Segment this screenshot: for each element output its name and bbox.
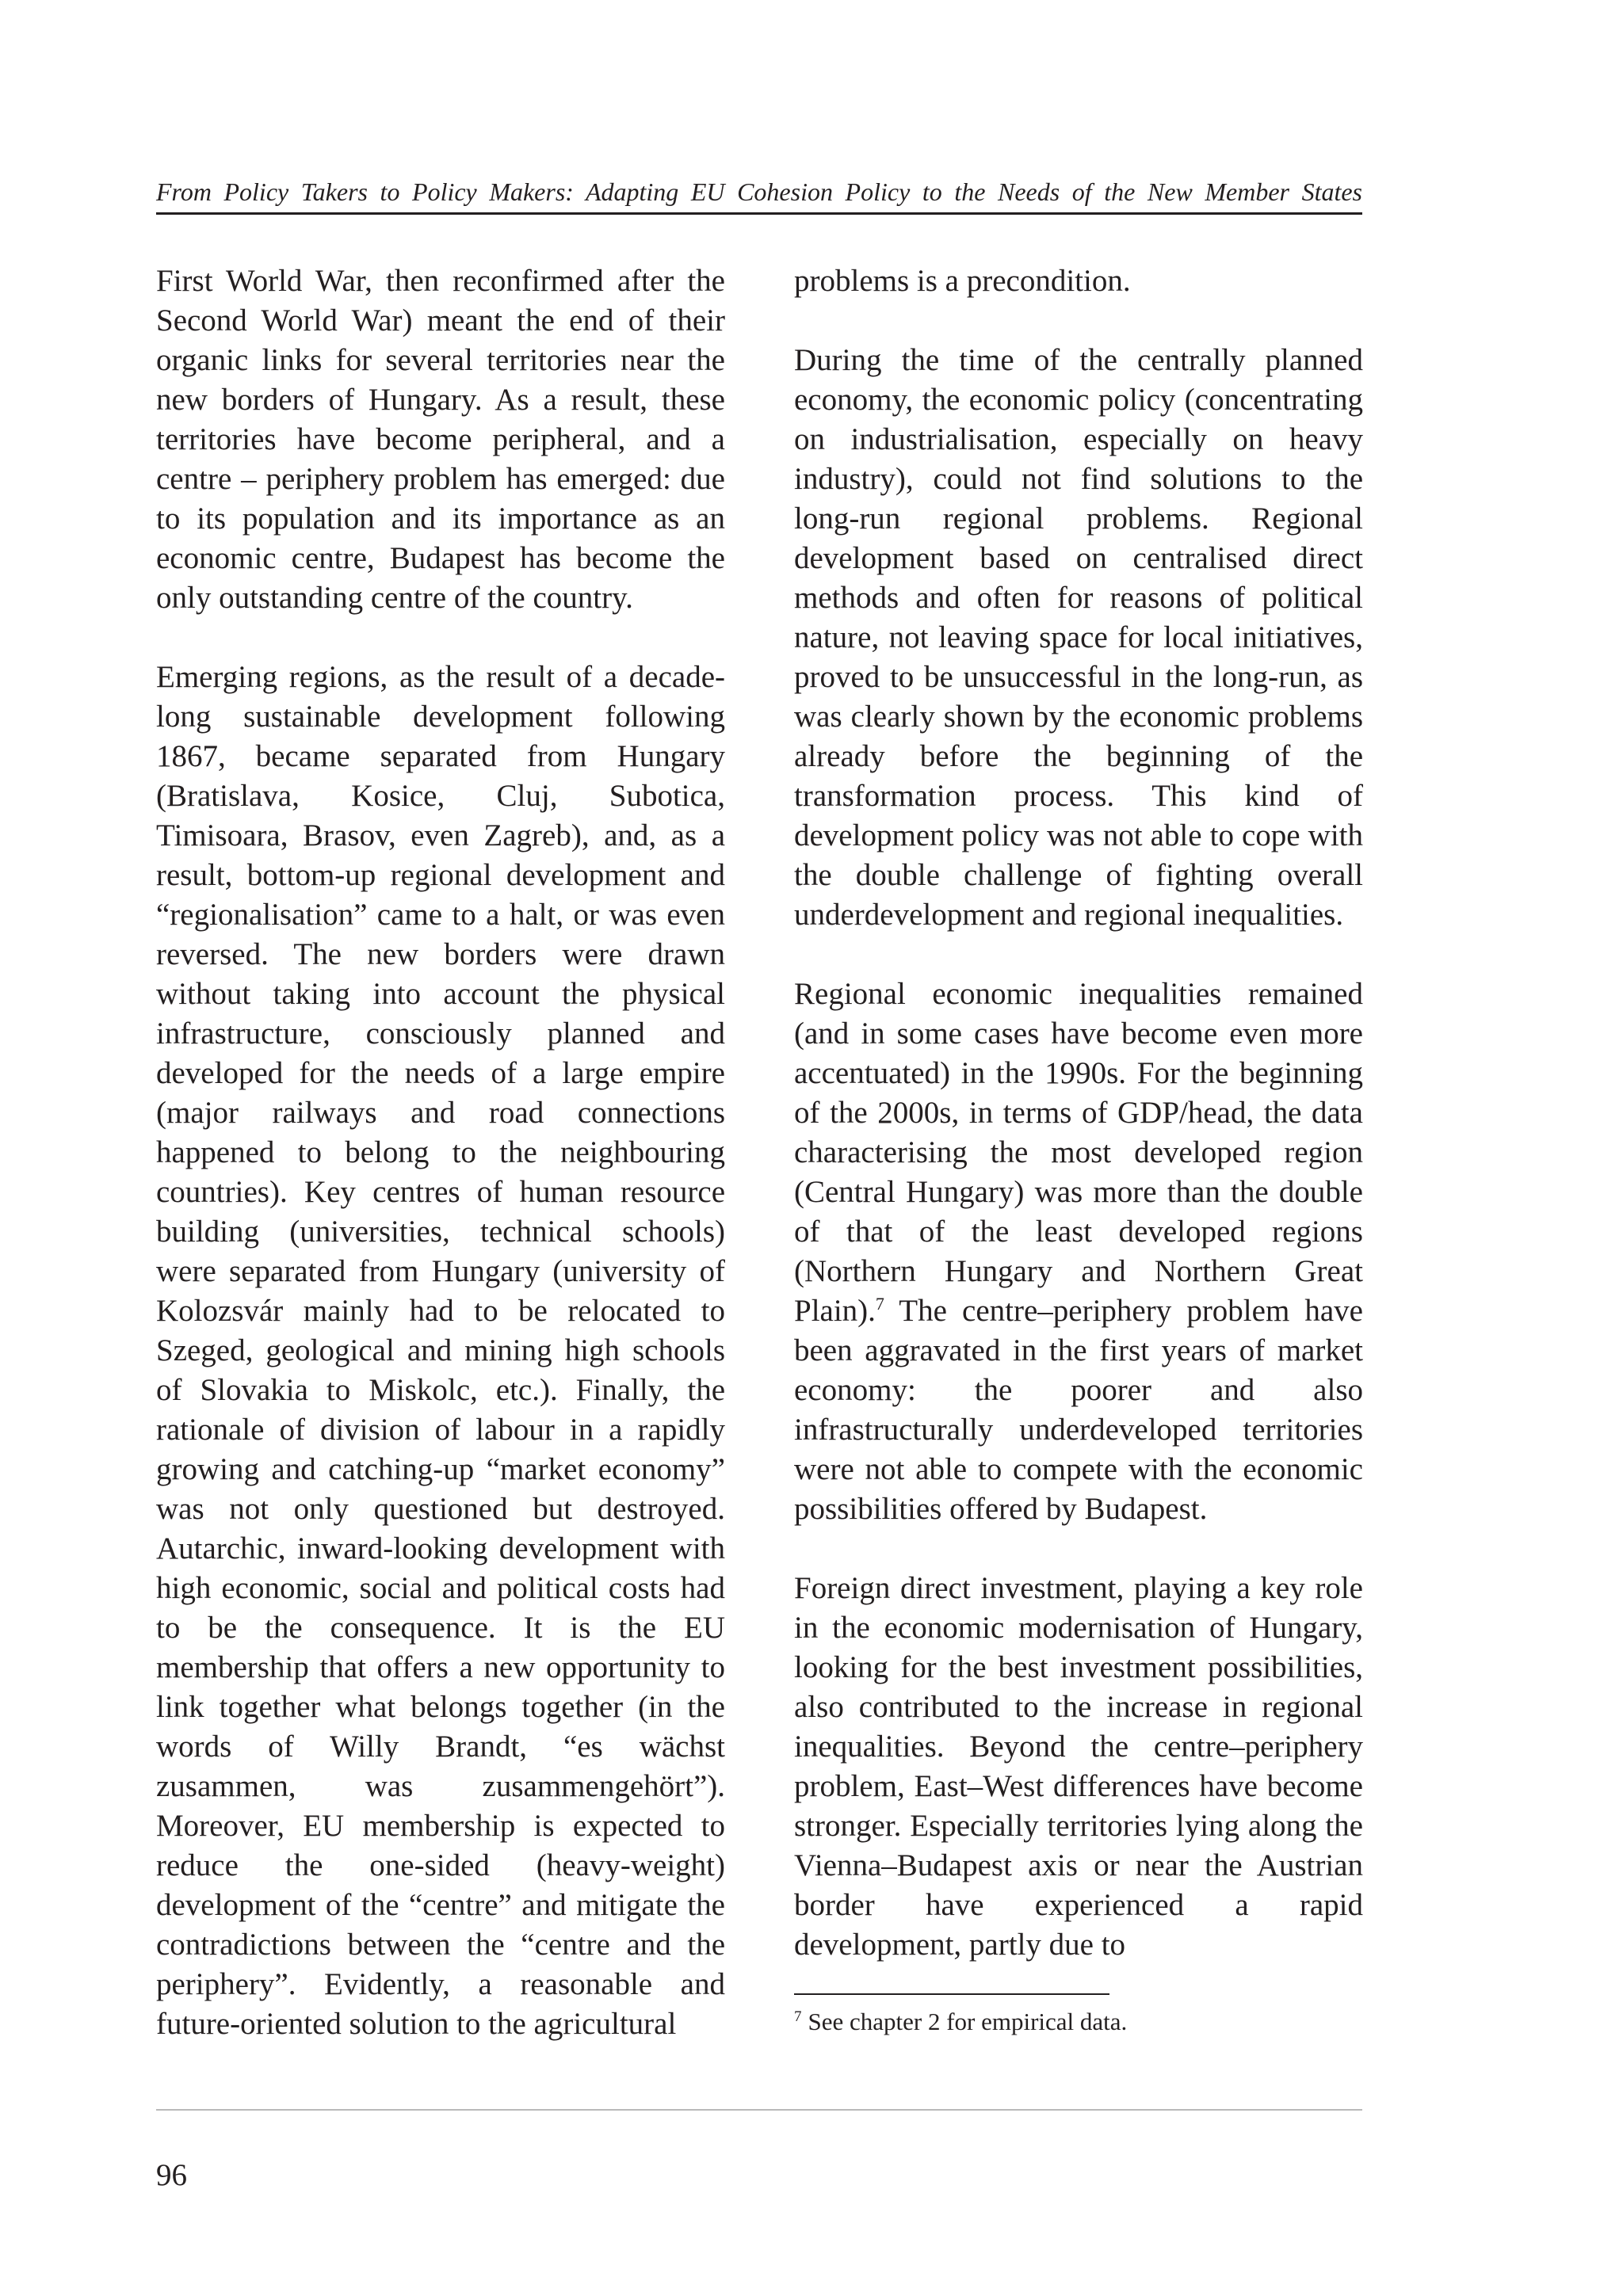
- footer-rule: [156, 2109, 1362, 2111]
- paragraph-text: The centre–periphery problem have been aggravated in the first years of market economy: the poorer and also infrastructurally underdeveloped territories were not able to compete with the economic possibilities offered by Budapest.: [794, 1294, 1363, 1526]
- running-header: From Policy Takers to Policy Makers: Adapting EU Cohesion Policy to the Needs of the New Member States: [156, 177, 1362, 206]
- footnote-text: See chapter 2 for empirical data.: [808, 2008, 1128, 2035]
- header-rule: [156, 212, 1362, 215]
- right-paragraph-1: problems is a precondition.: [794, 264, 1131, 298]
- page-number: 96: [156, 2158, 187, 2192]
- footnote-number: 7: [794, 2008, 802, 2025]
- left-paragraph-1: First World War, then reconfirmed after the Second World War) meant the end of their organic links for several territories near the new borders of Hungary. As a result, these territories have become peripheral, and a centre – periphery problem has emerged: due to its population and its importance as an economic centre, Budapest has become the only outstanding centre of the country.: [156, 264, 725, 615]
- left-paragraph-2: Emerging regions, as the result of a decade-long sustainable development following 1867, became separated from Hungary (Bratislava, Kosice, Cluj, Subotica, Timisoara, Brasov, even Zagreb), and, as a result, bottom-up regional development and “regionalisation” came to a halt, or was even reversed. The new borders were drawn without taking into account the physical infrastructure, consciously planned and developed for the needs of a large empire (major railways and road connections happened to belong to the neighbouring countries). Key centres of human resource building (universities, technical schools) were separated from Hungary (university of Kolozsvár mainly had to be relocated to Szeged, geological and mining high schools of Slovakia to Miskolc, etc.). Finally, the rationale of division of labour in a rapidly growing and catching-up “market economy” was not only questioned but destroyed. Autarchic, inward-looking development with high economic, social and political costs had to be the consequence. It is the EU membership that offers a new opportunity to link together what belongs together (in the words of Willy Brandt, “es wächst zusammen, was zusammengehört”). Moreover, EU membership is expected to reduce the one-sided (heavy-weight) development of the “centre” and mitigate the contradictions between the “centre and the periphery”. Evidently, a reasonable and future-oriented solution to the agricultural: [156, 660, 725, 2041]
- right-paragraph-4: Foreign direct investment, playing a key role in the economic modernisation of Hungary, looking for the best investment possibilities, also contributed to the increase in regional inequalities. Beyond the centre–periphery problem, East–West differences have become stronger. Especially territories lying along the Vienna–Budapest axis or near the Austrian border have experienced a rapid development, partly due to: [794, 1571, 1363, 1962]
- footnote-rule: [794, 1993, 1109, 1995]
- right-paragraph-2: During the time of the centrally planned economy, the economic policy (concentrating on industrialisation, especially on heavy industry), could not find solutions to the long-run regional problems. Regional development based on centralised direct methods and often for reasons of political nature, not leaving space for local initiatives, proved to be unsuccessful in the long-run, as was clearly shown by the economic problems already before the beginning of the transformation process. This kind of development policy was not able to cope with the double challenge of fighting overall underdevelopment and regional inequalities.: [794, 343, 1363, 932]
- footnote-reference[interactable]: 7: [875, 1294, 884, 1314]
- right-column: [794, 261, 1363, 1965]
- paragraph-text: Regional economic inequalities remained (and in some cases have become even more accentuated) in the 1990s. For the beginning of the 2000s, in terms of GDP/head, the data characterising the most developed region (Central Hungary) was more than the double of that of the least developed regions (Northern Hungary and Northern Great Plain).: [794, 977, 1363, 1328]
- footnote: [794, 2007, 1363, 2037]
- left-column: [156, 261, 725, 2044]
- right-paragraph-3: [794, 974, 1363, 1529]
